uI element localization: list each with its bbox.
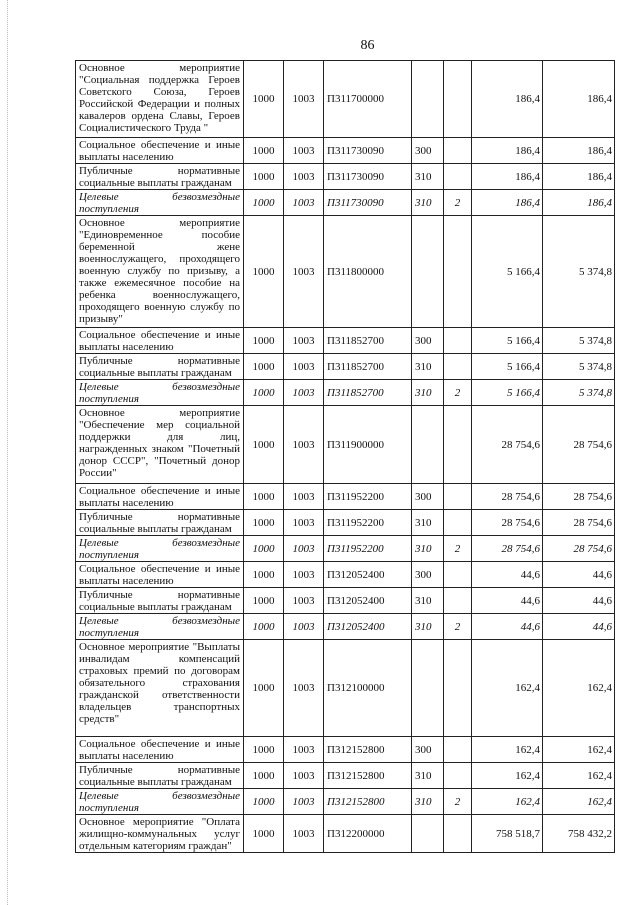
row-source [444,562,472,588]
row-name: Целевые безвозмездные поступления [76,536,244,562]
row-sum-year-1: 44,6 [472,562,543,588]
row-sum-year-2: 162,4 [543,640,615,737]
row-target-article: П312100000 [324,640,412,737]
row-name: Публичные нормативные социальные выплаты гражданам [76,588,244,614]
row-target-article: П311800000 [324,216,412,328]
row-name: Публичные нормативные социальные выплаты гражданам [76,510,244,536]
row-section: 1000 [244,138,284,164]
table-row [76,815,615,853]
row-expense-type: 300 [412,562,444,588]
row-sum-year-2: 758 432,2 [543,815,615,853]
row-target-article: П312152800 [324,737,412,763]
row-expense-type [412,406,444,484]
row-source [444,588,472,614]
row-sum-year-1: 44,6 [472,588,543,614]
row-sum-year-1: 162,4 [472,789,543,815]
row-section: 1000 [244,380,284,406]
row-section: 1000 [244,789,284,815]
row-sum-year-2: 5 374,8 [543,216,615,328]
row-subsection: 1003 [284,328,324,354]
row-source: 2 [444,190,472,216]
row-expense-type: 300 [412,737,444,763]
row-section: 1000 [244,614,284,640]
table-row [76,588,615,614]
row-section: 1000 [244,536,284,562]
row-sum-year-2: 28 754,6 [543,510,615,536]
row-sum-year-2: 186,4 [543,138,615,164]
row-target-article: П311730090 [324,138,412,164]
row-subsection: 1003 [284,588,324,614]
row-target-article: П311852700 [324,328,412,354]
row-subsection: 1003 [284,737,324,763]
row-sum-year-1: 186,4 [472,61,543,138]
row-target-article: П311952200 [324,536,412,562]
row-sum-year-2: 162,4 [543,763,615,789]
row-expense-type: 310 [412,536,444,562]
row-source [444,510,472,536]
row-name: Основное мероприятие "Выплаты инвалидам компенсаций страховых премий по договорам обязательного страхования гражданской ответственности владельцев транспортных средств" [76,640,244,737]
row-sum-year-1: 186,4 [472,190,543,216]
table-row [76,164,615,190]
row-expense-type: 310 [412,614,444,640]
row-source [444,640,472,737]
row-name: Публичные нормативные социальные выплаты гражданам [76,164,244,190]
row-target-article: П311852700 [324,354,412,380]
row-target-article: П312152800 [324,789,412,815]
row-sum-year-1: 5 166,4 [472,328,543,354]
row-expense-type [412,640,444,737]
row-section: 1000 [244,815,284,853]
row-expense-type: 310 [412,763,444,789]
row-section: 1000 [244,510,284,536]
row-section: 1000 [244,216,284,328]
row-source: 2 [444,614,472,640]
row-sum-year-1: 5 166,4 [472,380,543,406]
row-target-article: П312052400 [324,588,412,614]
row-sum-year-1: 28 754,6 [472,536,543,562]
row-name: Целевые безвозмездные поступления [76,190,244,216]
row-sum-year-2: 5 374,8 [543,354,615,380]
row-name: Целевые безвозмездные поступления [76,614,244,640]
row-section: 1000 [244,61,284,138]
row-subsection: 1003 [284,406,324,484]
row-expense-type [412,216,444,328]
row-source [444,216,472,328]
table-row [76,640,615,737]
row-expense-type [412,815,444,853]
row-target-article: П311852700 [324,380,412,406]
row-sum-year-2: 44,6 [543,562,615,588]
row-subsection: 1003 [284,763,324,789]
row-sum-year-1: 28 754,6 [472,510,543,536]
row-source [444,138,472,164]
row-source [444,61,472,138]
table-row [76,789,615,815]
table-row [76,61,615,138]
row-subsection: 1003 [284,562,324,588]
table-row [76,614,615,640]
row-subsection: 1003 [284,354,324,380]
row-source [444,354,472,380]
table-row [76,354,615,380]
row-expense-type: 300 [412,484,444,510]
row-subsection: 1003 [284,510,324,536]
row-target-article: П311952200 [324,484,412,510]
row-source [444,164,472,190]
row-subsection: 1003 [284,789,324,815]
table-row [76,536,615,562]
row-sum-year-1: 758 518,7 [472,815,543,853]
row-section: 1000 [244,484,284,510]
row-name: Социальное обеспечение и иные выплаты населению [76,737,244,763]
row-section: 1000 [244,588,284,614]
row-expense-type: 310 [412,510,444,536]
row-subsection: 1003 [284,216,324,328]
row-section: 1000 [244,763,284,789]
row-sum-year-1: 44,6 [472,614,543,640]
table-row [76,328,615,354]
row-sum-year-1: 162,4 [472,640,543,737]
row-sum-year-1: 162,4 [472,763,543,789]
row-sum-year-2: 162,4 [543,789,615,815]
row-target-article: П311900000 [324,406,412,484]
row-section: 1000 [244,406,284,484]
row-sum-year-2: 44,6 [543,614,615,640]
row-expense-type [412,61,444,138]
page-margin-line [7,0,8,905]
row-sum-year-2: 5 374,8 [543,380,615,406]
table-row [76,763,615,789]
row-target-article: П311730090 [324,190,412,216]
row-expense-type: 310 [412,789,444,815]
row-source [444,484,472,510]
row-sum-year-2: 186,4 [543,61,615,138]
row-expense-type: 310 [412,354,444,380]
row-sum-year-2: 44,6 [543,588,615,614]
row-subsection: 1003 [284,640,324,737]
row-name: Публичные нормативные социальные выплаты гражданам [76,763,244,789]
row-expense-type: 300 [412,328,444,354]
table-row [76,484,615,510]
table-row [76,737,615,763]
row-sum-year-2: 28 754,6 [543,406,615,484]
table-row [76,216,615,328]
row-name: Целевые безвозмездные поступления [76,789,244,815]
row-name: Основное мероприятие "Оплата жилищно-коммунальных услуг отдельным категориям граждан" [76,815,244,853]
row-sum-year-2: 5 374,8 [543,328,615,354]
row-sum-year-1: 28 754,6 [472,484,543,510]
row-target-article: П311952200 [324,510,412,536]
row-subsection: 1003 [284,815,324,853]
row-section: 1000 [244,640,284,737]
row-source [444,328,472,354]
row-name: Основное мероприятие "Социальная поддержка Героев Советского Союза, Героев Российской Федерации и полных кавалеров ордена Славы, Героев Социалистического Труда " [76,61,244,138]
table-row [76,190,615,216]
row-expense-type: 310 [412,164,444,190]
row-name: Основное мероприятие "Обеспечение мер социальной поддержки для лиц, награжденных знаком "Почетный донор СССР", "Почетный донор России" [76,406,244,484]
row-name: Основное мероприятие "Единовременное пособие беременной жене военнослужащего, проходящего военную службу по призыву, а также ежемесячное пособие на ребенка военнослужащего, проходящего военную службу по призыву" [76,216,244,328]
row-sum-year-1: 5 166,4 [472,216,543,328]
row-expense-type: 310 [412,190,444,216]
row-sum-year-1: 186,4 [472,164,543,190]
row-subsection: 1003 [284,190,324,216]
row-subsection: 1003 [284,484,324,510]
row-expense-type: 300 [412,138,444,164]
row-section: 1000 [244,328,284,354]
row-source [444,763,472,789]
row-subsection: 1003 [284,380,324,406]
table-row [76,510,615,536]
row-subsection: 1003 [284,138,324,164]
row-target-article: П311700000 [324,61,412,138]
row-target-article: П311730090 [324,164,412,190]
row-source: 2 [444,536,472,562]
row-subsection: 1003 [284,536,324,562]
row-expense-type: 310 [412,380,444,406]
row-section: 1000 [244,190,284,216]
row-subsection: 1003 [284,164,324,190]
row-subsection: 1003 [284,61,324,138]
row-source: 2 [444,789,472,815]
row-source [444,737,472,763]
row-section: 1000 [244,737,284,763]
row-sum-year-1: 28 754,6 [472,406,543,484]
row-sum-year-2: 28 754,6 [543,484,615,510]
row-name: Публичные нормативные социальные выплаты гражданам [76,354,244,380]
table-row [76,138,615,164]
row-source [444,406,472,484]
row-name: Социальное обеспечение и иные выплаты населению [76,138,244,164]
budget-table [75,60,615,853]
row-sum-year-2: 28 754,6 [543,536,615,562]
row-sum-year-1: 186,4 [472,138,543,164]
row-source [444,815,472,853]
row-section: 1000 [244,354,284,380]
row-sum-year-2: 162,4 [543,737,615,763]
row-subsection: 1003 [284,614,324,640]
row-source: 2 [444,380,472,406]
row-expense-type: 310 [412,588,444,614]
budget-table-body [76,61,615,853]
row-target-article: П312152800 [324,763,412,789]
row-name: Социальное обеспечение и иные выплаты населению [76,328,244,354]
row-target-article: П312052400 [324,614,412,640]
table-row [76,406,615,484]
row-name: Социальное обеспечение и иные выплаты населению [76,562,244,588]
row-sum-year-1: 5 166,4 [472,354,543,380]
table-row [76,380,615,406]
row-sum-year-2: 186,4 [543,190,615,216]
row-sum-year-2: 186,4 [543,164,615,190]
row-name: Социальное обеспечение и иные выплаты населению [76,484,244,510]
page-number: 86 [360,38,375,53]
row-section: 1000 [244,562,284,588]
row-target-article: П312052400 [324,562,412,588]
table-row [76,562,615,588]
row-section: 1000 [244,164,284,190]
row-target-article: П312200000 [324,815,412,853]
row-name: Целевые безвозмездные поступления [76,380,244,406]
row-sum-year-1: 162,4 [472,737,543,763]
